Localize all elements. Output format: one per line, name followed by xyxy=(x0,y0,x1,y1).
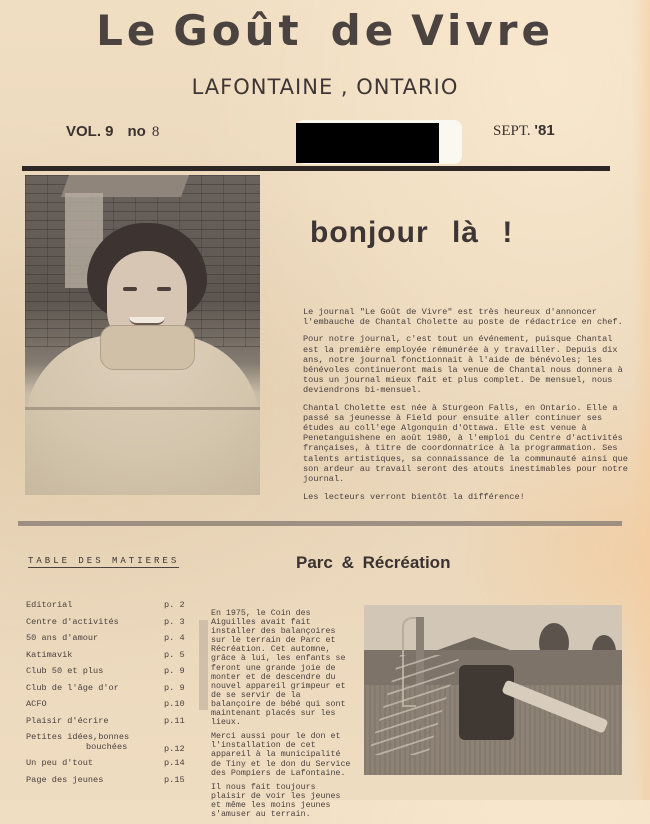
toc-label: ACFO xyxy=(26,699,47,709)
masthead-rule xyxy=(22,166,610,171)
date-year: '81 xyxy=(534,122,555,139)
toc-item xyxy=(26,683,194,700)
toc-label: 50 ans d'amour xyxy=(26,633,99,643)
toc-label: Club de l'âge d'or xyxy=(26,682,119,693)
section-divider xyxy=(18,521,622,526)
toc-page: p. 2 xyxy=(164,600,185,610)
toc-label: Plaisir d'écrire xyxy=(26,715,109,726)
toc-title: TABLE DES MATIERES xyxy=(28,556,180,566)
toc-page: p. 3 xyxy=(164,616,185,627)
toc-item xyxy=(26,732,194,758)
toc-item xyxy=(26,666,194,683)
toc-label-continued: bouchées xyxy=(86,742,128,752)
article-paragraph: Le journal "Le Goût de Vivre" est très heureux d'annoncer l'embauche de Chantal Cholette au poste de rédactrice en chef. xyxy=(303,307,623,328)
toc-label: Petites idées,bonnes xyxy=(26,732,130,742)
table-of-contents xyxy=(26,600,194,791)
title-word: Vivre xyxy=(411,6,554,55)
playground-photo xyxy=(364,605,622,775)
article-paragraph: Merci aussi pour le don et l'installation de cet appareil à la municipalité de Tiny et le don du Service des Pompiers de Lafontaine. xyxy=(211,732,351,778)
issue-date xyxy=(493,122,555,140)
redaction-bar xyxy=(296,123,439,163)
redacted-label xyxy=(296,120,462,164)
toc-page: p.10 xyxy=(164,699,185,709)
newspaper-title xyxy=(0,6,650,55)
article-paragraph: Chantal Cholette est née à Sturgeon Falls, en Ontario. Elle a passé sa jeunesse à Field pour ensuite aller continuer ses études au coll'ege Algonquin d'Ottawa. Elle est venue à Penetanguishene en août 1980, à l'emploi du Centre d'activités françaises, à titre de coordonnatrice à la programmation. Ses talents artistiques, sa connaissance de la communauté ainsi que son ardeur au travail seront des atouts inestimables pour notre journal. xyxy=(303,402,628,485)
feature-headline: bonjour là ! xyxy=(310,216,514,249)
article-closing: Les lecteurs verront bientôt la différence! xyxy=(303,492,525,503)
toc-page: p.14 xyxy=(164,758,185,768)
volume-label: VOL. 9 xyxy=(66,123,114,140)
toc-item xyxy=(26,699,194,716)
date-month: SEPT. xyxy=(493,123,531,139)
toc-page: p. 9 xyxy=(164,666,185,676)
article-paragraph: Pour notre journal, c'est tout un événement, puisque Chantal est la première employée rémunérée à y travailler. Depuis dix ans, notre journal fonctionnait à l'aide de bénévoles; les bénévoles continueront mais la venue de Chantal nous donnera à tous un journal mieux fait et plus complet. De mensuel, nous deviendrons bi-mensuel. xyxy=(303,334,623,396)
toc-item xyxy=(26,758,194,775)
toc-item xyxy=(26,600,194,617)
issue-info xyxy=(66,123,159,141)
portrait-photo xyxy=(25,175,260,487)
toc-page: p. 4 xyxy=(164,633,185,643)
smile xyxy=(129,317,165,325)
toc-page: p. 5 xyxy=(164,649,185,660)
toc-label: Editorial xyxy=(26,600,73,610)
toc-item xyxy=(26,617,194,634)
paper-fold xyxy=(25,407,260,410)
toc-label: Un peu d'tout xyxy=(26,758,94,768)
feature-article xyxy=(303,307,629,509)
toc-item xyxy=(26,716,194,733)
parc-article xyxy=(211,609,351,824)
toc-page: p.15 xyxy=(164,774,185,785)
toc-page: p.11 xyxy=(164,715,185,726)
toc-label: Club 50 et plus xyxy=(26,666,104,676)
toc-label: Katimavik xyxy=(26,649,73,660)
column-divider xyxy=(199,620,208,710)
number-value: 8 xyxy=(151,124,160,140)
toc-label: Centre d'activités xyxy=(26,616,119,627)
turtleneck-collar xyxy=(100,325,195,370)
location-subtitle: LAFONTAINE , ONTARIO xyxy=(191,75,459,99)
number-label: no xyxy=(127,123,146,140)
toc-item xyxy=(26,633,194,650)
toc-label: Page des jeunes xyxy=(26,774,104,785)
eye xyxy=(157,287,171,291)
article-paragraph: En 1975, le Coin des Aiguilles avait fait installer des balançoires sur le terrain de Parc et Récréation. Cet automne, grâce à lui, les enfants se feront une grande joie de monter et de descendre du nouvel appareil grimpeur et de se servir de la balançoire de bébé qui sont maintenant placés sur les lieux. xyxy=(211,609,346,728)
title-word: de xyxy=(330,6,398,55)
parc-headline: Parc & Récréation xyxy=(296,553,451,572)
eye xyxy=(123,287,137,291)
title-word: Le xyxy=(96,6,160,55)
toc-item xyxy=(26,775,194,792)
scan-edge-shading xyxy=(632,0,650,800)
toc-item xyxy=(26,650,194,667)
toc-page: p.12 xyxy=(164,744,185,754)
toc-page: p. 9 xyxy=(164,682,185,693)
title-word: Goût xyxy=(173,6,303,55)
slide-tower xyxy=(459,665,514,740)
article-paragraph: Il nous fait toujours plaisir de voir les jeunes et même les moins jeunes s'amuser au terrain. xyxy=(211,782,341,819)
